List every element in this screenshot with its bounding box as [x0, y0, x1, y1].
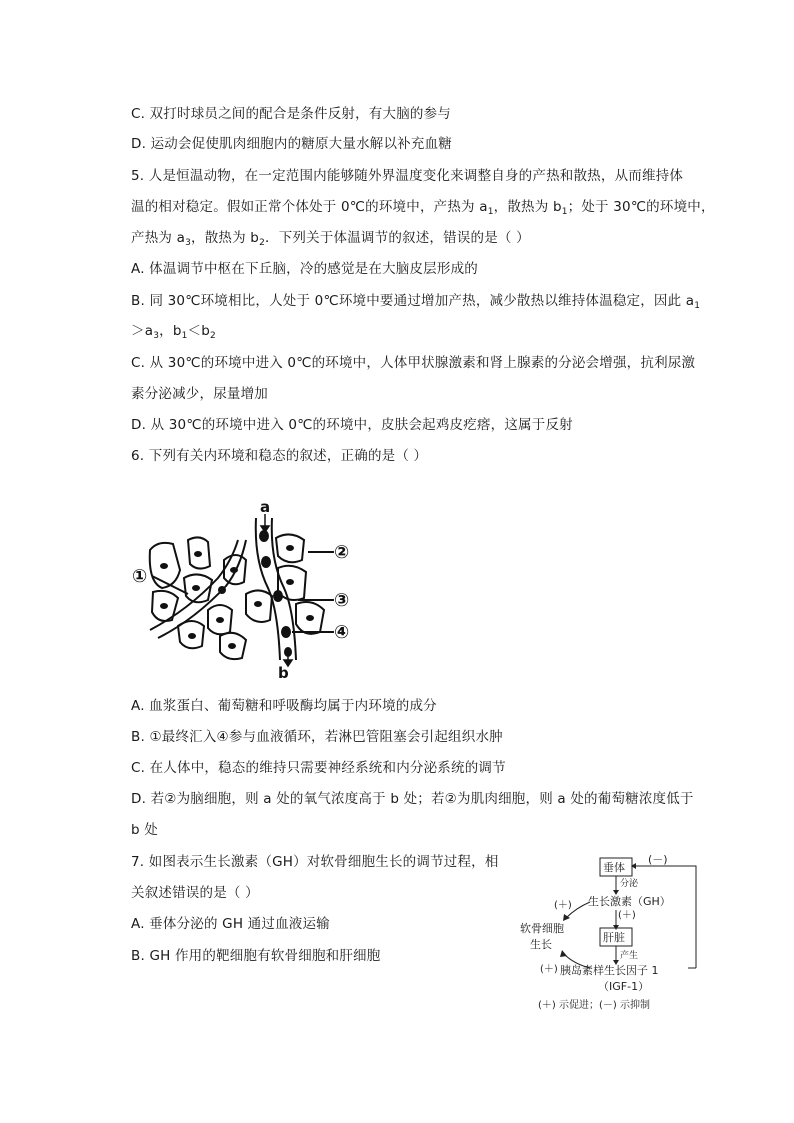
subscript: 1: [487, 207, 494, 217]
label-b: b: [278, 664, 289, 680]
pos-sign-1: (＋): [554, 900, 572, 911]
q5-stem-line3-c: ．下列关于体温调节的叙述，错误的是（ ）: [265, 230, 530, 246]
subscript: 1: [181, 331, 188, 341]
blood-cell: [273, 590, 283, 602]
label-a: a: [260, 500, 271, 516]
igf-label-2: （IGF-1）: [598, 980, 650, 993]
q5-stem-line3-b: ，散热为 b: [191, 230, 260, 246]
q5-option-b-line2: [131, 321, 216, 346]
cartilage-label-1: 软骨细胞: [520, 922, 564, 935]
nucleus: [254, 601, 262, 607]
blood-cell: [281, 626, 291, 638]
q5-option-c-line2: 素分泌减少，尿量增加: [131, 386, 268, 402]
nucleus: [160, 603, 168, 609]
feedback-loop: [634, 866, 696, 968]
q7-option-a: A. 垂体分泌的 GH 通过血液运输: [131, 916, 330, 932]
q5-stem-line1: 5. 人是恒温动物，在一定范围内能够随外界温度变化来调整自身的产热和散热，从而维持体: [131, 168, 684, 184]
q5-option-b-lt: ＜b: [187, 323, 211, 339]
q4-option-d: D. 运动会促使肌肉细胞内的糖原大量水解以补充血糖: [131, 136, 452, 152]
produce-label: 产生: [620, 951, 639, 961]
subscript: 3: [185, 238, 192, 248]
liver-label: 肝脏: [603, 931, 625, 944]
nucleus: [188, 633, 196, 639]
q5-stem-line3-a: 产热为 a: [131, 230, 186, 246]
q6-option-a: A. 血浆蛋白、葡萄糖和呼吸酶均属于内环境的成分: [131, 698, 437, 714]
gh-regulation-diagram: [512, 852, 702, 1014]
q5-option-b-comma: ，b: [159, 323, 182, 339]
gh-label: 生长激素（GH）: [588, 895, 671, 908]
q5-option-c-line1: C. 从 30℃的环境中进入 0℃的环境中，人体甲状腺激素和肾上腺素的分泌会增强，抗利尿激: [131, 355, 696, 371]
q6-stem: 6. 下列有关内环境和稳态的叙述，正确的是（ ）: [131, 448, 428, 464]
q7-option-b: B. GH 作用的靶细胞有软骨细胞和肝细胞: [131, 948, 381, 964]
neg-feedback-label: (－): [648, 853, 668, 866]
cartilage-label-2: 生长: [530, 938, 552, 951]
label-4: ④: [334, 622, 350, 643]
q5-stem-line2-c: ；处于 30℃的环境中，: [567, 199, 715, 215]
pos-sign-3: (＋): [540, 964, 558, 975]
nucleus: [286, 579, 294, 585]
subscript: 1: [694, 301, 701, 311]
q6-option-d-line1: D. 若②为脑细胞，则 a 处的氧气浓度高于 b 处；若②为肌肉细胞，则 a 处的葡萄糖浓度低于: [131, 791, 694, 807]
q4-option-c: C. 双打时球员之间的配合是条件反射，有大脑的参与: [131, 106, 452, 122]
q7-stem-line1: 7. 如图表示生长激素（GH）对软骨细胞生长的调节过程，相: [131, 854, 499, 870]
blood-cell: [218, 586, 226, 594]
nucleus: [230, 567, 238, 573]
blood-cell: [261, 556, 271, 568]
tissue-diagram: [128, 500, 368, 680]
q6-option-c: C. 在人体中，稳态的维持只需要神经系统和内分泌系统的调节: [131, 760, 506, 776]
q5-option-b-text: B. 同 30℃环境相比，人处于 0℃环境中要通过增加产热，减少散热以维持体温稳定，因此 a: [131, 293, 695, 309]
label-3: ③: [334, 590, 350, 611]
q5-stem-line2-b: ，散热为 b: [493, 199, 562, 215]
q5-option-a: A. 体温调节中枢在下丘脑，冷的感觉是在大脑皮层形成的: [131, 261, 478, 277]
subscript: 1: [561, 207, 568, 217]
nucleus: [306, 615, 314, 621]
label-1: ①: [132, 566, 148, 587]
q5-option-d: D. 从 30℃的环境中进入 0℃的环境中，皮肤会起鸡皮疙瘩，这属于反射: [131, 417, 573, 433]
lymph-vessel: [150, 540, 238, 630]
subscript: 2: [259, 238, 266, 248]
nucleus: [192, 585, 200, 591]
subscript: 2: [210, 331, 216, 341]
pos-sign-2: (＋): [618, 910, 636, 921]
nucleus: [216, 617, 224, 623]
nucleus: [286, 545, 294, 551]
nucleus: [228, 643, 236, 649]
q5-option-b-line1: [131, 291, 700, 316]
q6-option-d-line2: b 处: [131, 822, 158, 838]
q7-stem-line2: 关叙述错误的是（ ）: [131, 885, 259, 901]
q5-stem-line3: [131, 228, 530, 253]
nucleus: [160, 563, 168, 569]
q6-option-b: B. ①最终汇入④参与血液循环，若淋巴管阻塞会引起组织水肿: [131, 729, 503, 745]
igf-label-1: 胰岛素样生长因子 1: [560, 964, 659, 977]
q5-stem-line2-a: 温的相对稳定。假如正常个体处于 0℃的环境中，产热为 a: [131, 199, 488, 215]
pituitary-label: 垂体: [603, 861, 625, 874]
legend-label: (＋) 示促进；(－) 示抑制: [538, 1000, 650, 1011]
nucleus: [194, 551, 202, 557]
subscript: 3: [153, 331, 160, 341]
arrowhead: [560, 950, 567, 957]
q5-stem-line2: [131, 197, 715, 222]
q5-option-b-gt: ＞a: [131, 323, 154, 339]
label-2: ②: [334, 542, 350, 563]
secrete-label: 分泌: [620, 879, 639, 889]
